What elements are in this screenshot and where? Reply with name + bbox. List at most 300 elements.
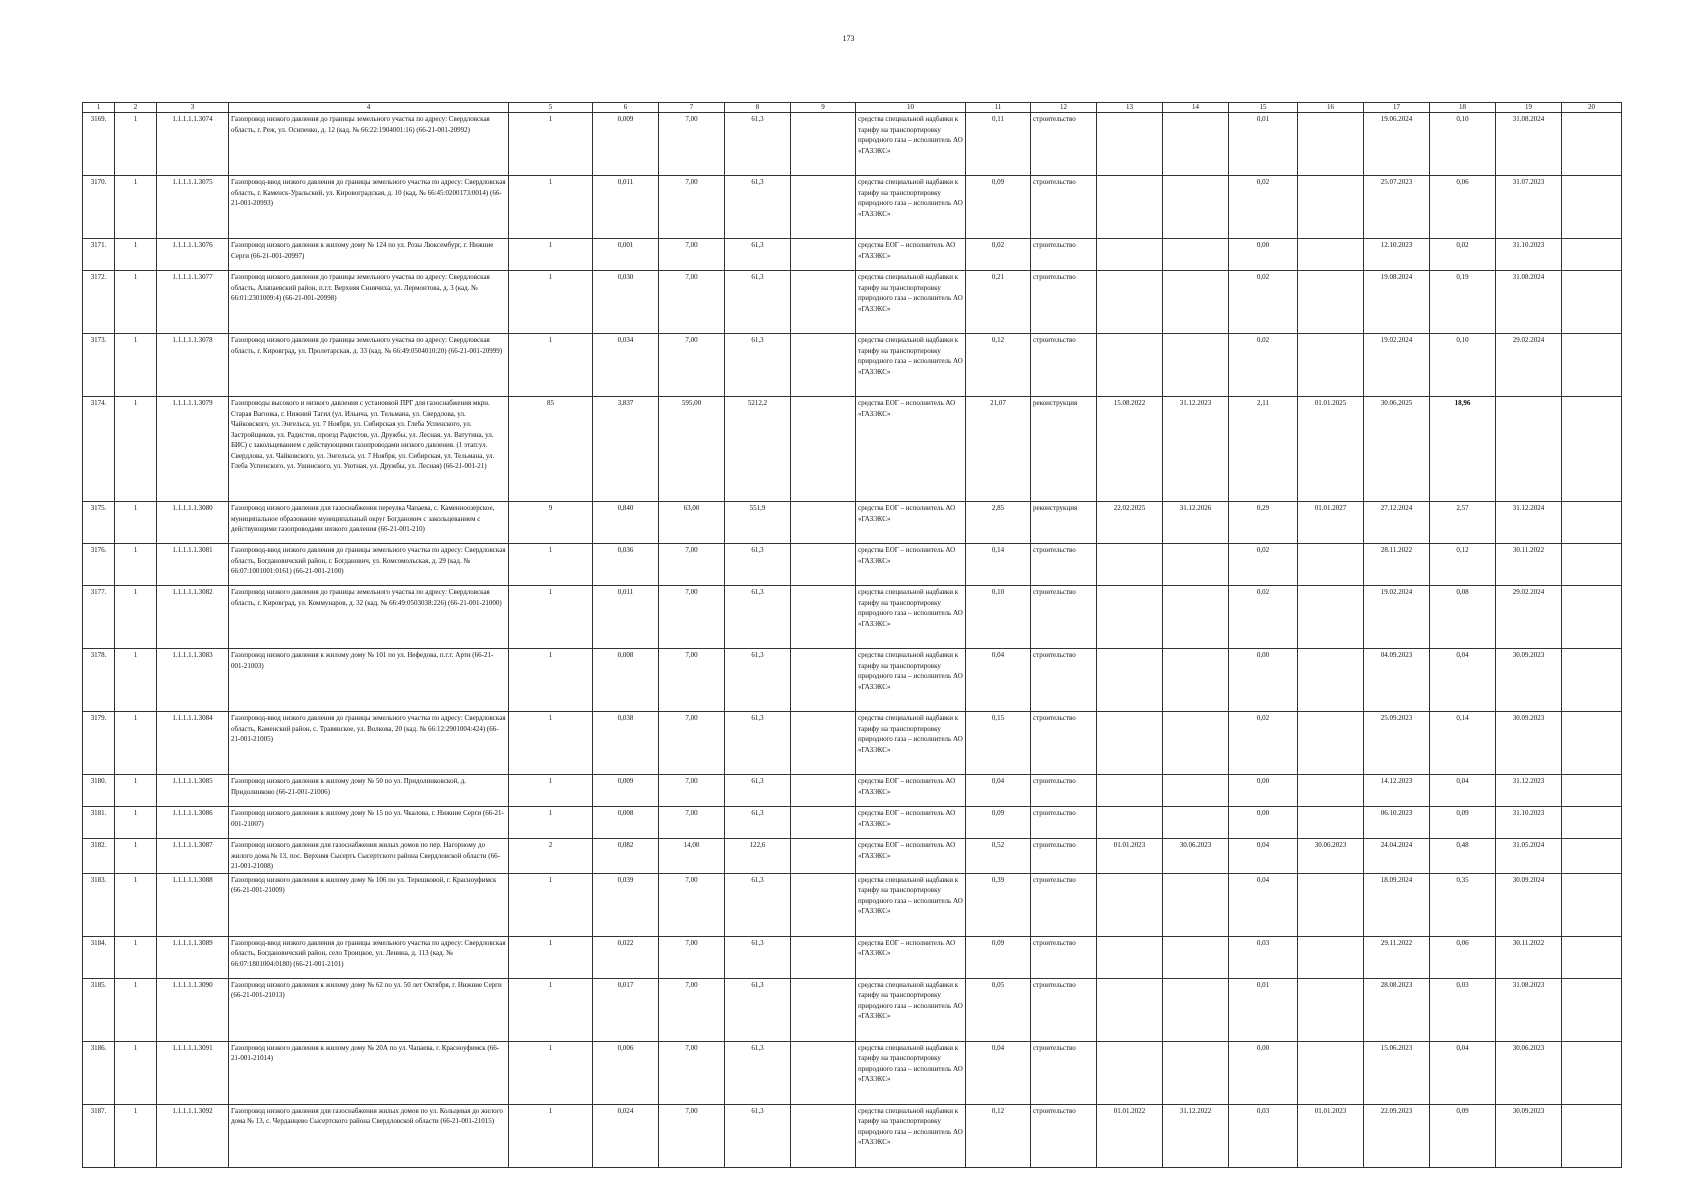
table-cell: 1 bbox=[115, 1104, 157, 1167]
table-cell: 3185. bbox=[83, 978, 115, 1041]
table-cell: 1 bbox=[115, 978, 157, 1041]
table-cell bbox=[1097, 775, 1163, 807]
table-cell bbox=[1562, 649, 1622, 712]
table-cell: 3184. bbox=[83, 936, 115, 978]
table-cell: 0,02 bbox=[1430, 239, 1496, 271]
column-header: 6 bbox=[593, 103, 659, 113]
table-cell: 0,840 bbox=[593, 502, 659, 544]
table-cell: 1 bbox=[115, 176, 157, 239]
table-cell: 0,04 bbox=[966, 649, 1031, 712]
table-cell: Газопровод низкого давления к жилому дому № 62 по ул. 50 лет Октября, г. Нижние Серги (66-21-001-21013) bbox=[229, 978, 509, 1041]
table-cell: 1 bbox=[115, 544, 157, 586]
table-cell: 3174. bbox=[83, 397, 115, 502]
table-cell bbox=[791, 807, 856, 839]
table-cell: 3176. bbox=[83, 544, 115, 586]
table-cell: 1 bbox=[509, 239, 593, 271]
table-cell: 31.10.2023 bbox=[1496, 239, 1562, 271]
table-cell: 3181. bbox=[83, 807, 115, 839]
column-header: 18 bbox=[1430, 103, 1496, 113]
table-cell: 0,02 bbox=[1229, 712, 1298, 775]
table-cell: 1 bbox=[115, 807, 157, 839]
table-cell: 7,00 bbox=[659, 1104, 725, 1167]
table-cell: 61,3 bbox=[725, 271, 791, 334]
table-cell: 18,96 bbox=[1430, 397, 1496, 502]
table-row bbox=[83, 712, 1622, 775]
table-cell: 1 bbox=[509, 775, 593, 807]
table-cell bbox=[791, 239, 856, 271]
column-header: 11 bbox=[966, 103, 1031, 113]
table-cell: 0,02 bbox=[966, 239, 1031, 271]
table-cell: 0,030 bbox=[593, 271, 659, 334]
table-cell: 0,10 bbox=[1430, 334, 1496, 397]
table-cell: 0,04 bbox=[1229, 873, 1298, 936]
table-cell bbox=[1562, 807, 1622, 839]
table-cell: 1.1.1.1.1.3075 bbox=[157, 176, 229, 239]
table-cell: 0,011 bbox=[593, 176, 659, 239]
table-cell: 19.02.2024 bbox=[1364, 586, 1430, 649]
table-cell bbox=[791, 649, 856, 712]
table-cell: Газопровод низкого давления к жилому дому № 101 по ул. Нефедова, п.г.т. Арти (66-21-001-21003) bbox=[229, 649, 509, 712]
table-cell: 30.06.2023 bbox=[1496, 1041, 1562, 1104]
table-cell: 30.11.2022 bbox=[1496, 544, 1562, 586]
table-cell: 1 bbox=[115, 397, 157, 502]
table-row bbox=[83, 397, 1622, 502]
table-cell: 1 bbox=[509, 873, 593, 936]
column-header: 13 bbox=[1097, 103, 1163, 113]
table-cell bbox=[791, 586, 856, 649]
table-cell bbox=[1562, 712, 1622, 775]
table-cell: 1.1.1.1.1.3081 bbox=[157, 544, 229, 586]
table-row bbox=[83, 936, 1622, 978]
column-header: 20 bbox=[1562, 103, 1622, 113]
table-cell: 3178. bbox=[83, 649, 115, 712]
table-cell: 0,006 bbox=[593, 1041, 659, 1104]
table-cell bbox=[1163, 775, 1229, 807]
table-cell: 1 bbox=[115, 271, 157, 334]
table-cell bbox=[1163, 978, 1229, 1041]
table-cell: 7,00 bbox=[659, 807, 725, 839]
table-cell: 0,14 bbox=[1430, 712, 1496, 775]
table-cell: строительство bbox=[1031, 1041, 1097, 1104]
table-cell bbox=[1298, 649, 1364, 712]
table-cell: средства специальной надбавки к тарифу на транспортировку природного газа – исполнитель АО «ГАЗЭКС» bbox=[856, 586, 966, 649]
table-cell: 1 bbox=[509, 1104, 593, 1167]
table-cell: 61,3 bbox=[725, 1104, 791, 1167]
table-cell: средства специальной надбавки к тарифу на транспортировку природного газа – исполнитель АО «ГАЗЭКС» bbox=[856, 649, 966, 712]
table-cell bbox=[791, 271, 856, 334]
table-row bbox=[83, 239, 1622, 271]
table-cell: 0,039 bbox=[593, 873, 659, 936]
table-cell: 61,3 bbox=[725, 544, 791, 586]
table-cell: 0,15 bbox=[966, 712, 1031, 775]
table-cell: 0,04 bbox=[966, 775, 1031, 807]
table-cell: 0,52 bbox=[966, 839, 1031, 874]
page-number: 173 bbox=[842, 34, 855, 43]
table-cell: 0,04 bbox=[1229, 839, 1298, 874]
table-cell bbox=[1097, 807, 1163, 839]
table-cell: 0,14 bbox=[966, 544, 1031, 586]
table-cell: 1.1.1.1.1.3089 bbox=[157, 936, 229, 978]
table-cell: 0,04 bbox=[966, 1041, 1031, 1104]
table-cell: 61,3 bbox=[725, 712, 791, 775]
table-cell: 1.1.1.1.1.3087 bbox=[157, 839, 229, 874]
table-cell: 1 bbox=[509, 936, 593, 978]
table-cell: 0,001 bbox=[593, 239, 659, 271]
table-cell: 3,837 bbox=[593, 397, 659, 502]
table-cell: строительство bbox=[1031, 775, 1097, 807]
table-cell: 0,008 bbox=[593, 649, 659, 712]
table-cell: 0,09 bbox=[966, 936, 1031, 978]
table-row bbox=[83, 775, 1622, 807]
table-cell: 1 bbox=[115, 586, 157, 649]
table-cell bbox=[1163, 271, 1229, 334]
table-cell bbox=[791, 502, 856, 544]
table-cell: 0,09 bbox=[1430, 807, 1496, 839]
table-cell bbox=[1298, 176, 1364, 239]
table-row bbox=[83, 113, 1622, 176]
table-cell: 31.10.2023 bbox=[1496, 807, 1562, 839]
table-cell: 31.08.2024 bbox=[1496, 271, 1562, 334]
table-cell: 7,00 bbox=[659, 936, 725, 978]
table-cell: средства специальной надбавки к тарифу на транспортировку природного газа – исполнитель АО «ГАЗЭКС» bbox=[856, 1104, 966, 1167]
column-header: 7 bbox=[659, 103, 725, 113]
table-cell: 61,3 bbox=[725, 807, 791, 839]
table-cell: 1.1.1.1.1.3083 bbox=[157, 649, 229, 712]
table-cell: 31.12.2026 bbox=[1163, 502, 1229, 544]
table-cell: Газопровод-ввод низкого давления до границы земельного участка по адресу: Свердловская область, Богдановичский район, село Троицкое, ул. Ленина, д. 113 (кад. № 66:07:1801004:0180) (66-21-001-2101) bbox=[229, 936, 509, 978]
table-cell: 1 bbox=[509, 334, 593, 397]
table-cell bbox=[1097, 239, 1163, 271]
table-row bbox=[83, 649, 1622, 712]
table-cell bbox=[791, 176, 856, 239]
table-cell: 1 bbox=[509, 1041, 593, 1104]
table-cell: средства специальной надбавки к тарифу на транспортировку природного газа – исполнитель АО «ГАЗЭКС» bbox=[856, 978, 966, 1041]
column-header: 14 bbox=[1163, 103, 1229, 113]
table-cell bbox=[1562, 1041, 1622, 1104]
table-cell: 7,00 bbox=[659, 544, 725, 586]
table-cell: 0,02 bbox=[1229, 271, 1298, 334]
table-cell: Газопровод низкого давления к жилому дому № 20А по ул. Чапаева, г. Красноуфимск (66-21-001-21014) bbox=[229, 1041, 509, 1104]
table-cell: 30.11.2022 bbox=[1496, 936, 1562, 978]
table-cell: 30.06.2025 bbox=[1364, 397, 1430, 502]
table-cell: 31.08.2024 bbox=[1496, 113, 1562, 176]
table-cell bbox=[1298, 873, 1364, 936]
table-cell bbox=[1298, 586, 1364, 649]
table-cell bbox=[1562, 978, 1622, 1041]
table-cell: 22.02.2025 bbox=[1097, 502, 1163, 544]
table-cell: средства ЕОГ – исполнитель АО «ГАЗЭКС» bbox=[856, 544, 966, 586]
column-header: 10 bbox=[856, 103, 966, 113]
table-cell: Газопровод низкого давления к жилому дому № 50 по ул. Придолинковской, д. Придолинково (66-21-001-21006) bbox=[229, 775, 509, 807]
table-cell bbox=[1097, 334, 1163, 397]
table-cell: 61,3 bbox=[725, 586, 791, 649]
table-cell: 3187. bbox=[83, 1104, 115, 1167]
table-row bbox=[83, 271, 1622, 334]
table-cell: 7,00 bbox=[659, 712, 725, 775]
table-cell: 28.08.2023 bbox=[1364, 978, 1430, 1041]
table-cell: 06.10.2023 bbox=[1364, 807, 1430, 839]
table-cell: 1 bbox=[115, 712, 157, 775]
table-cell: 0,39 bbox=[966, 873, 1031, 936]
table-row bbox=[83, 502, 1622, 544]
table-cell: 3171. bbox=[83, 239, 115, 271]
table-cell bbox=[1163, 936, 1229, 978]
table-cell bbox=[1163, 176, 1229, 239]
table-cell: 25.09.2023 bbox=[1364, 712, 1430, 775]
table-cell: 01.01.2023 bbox=[1097, 839, 1163, 874]
table-cell: 0,009 bbox=[593, 775, 659, 807]
table-cell: 63,00 bbox=[659, 502, 725, 544]
table-row bbox=[83, 586, 1622, 649]
column-header: 19 bbox=[1496, 103, 1562, 113]
table-cell: 0,00 bbox=[1229, 239, 1298, 271]
table-cell: 3169. bbox=[83, 113, 115, 176]
table-cell: 0,06 bbox=[1430, 176, 1496, 239]
table-cell: Газопровод низкого давления для газоснабжения переулка Чапаева, с. Каменноозерское, муниципальное образование муниципальный округ Богданович с закольцеванием с действующими газопроводами низкого давления (66-21-001-210) bbox=[229, 502, 509, 544]
table-cell bbox=[1562, 839, 1622, 874]
table-cell: 1 bbox=[509, 712, 593, 775]
column-header: 2 bbox=[115, 103, 157, 113]
table-cell: 29.02.2024 bbox=[1496, 586, 1562, 649]
table-cell: строительство bbox=[1031, 839, 1097, 874]
table-cell: 29.02.2024 bbox=[1496, 334, 1562, 397]
table-cell: 0,022 bbox=[593, 936, 659, 978]
table-cell: 3170. bbox=[83, 176, 115, 239]
table-cell bbox=[1562, 544, 1622, 586]
table-cell bbox=[1163, 649, 1229, 712]
table-cell: Газопровод низкого давления до границы земельного участка по адресу: Свердловская область, г. Кировград, ул. Пролетарская, д. 33 (кад. № 66:49:0504010:20) (66-21-001-20999) bbox=[229, 334, 509, 397]
table-cell bbox=[1562, 334, 1622, 397]
table-cell: 0,008 bbox=[593, 807, 659, 839]
table-cell: 0,03 bbox=[1229, 1104, 1298, 1167]
table-cell: 7,00 bbox=[659, 113, 725, 176]
table-cell: 3183. bbox=[83, 873, 115, 936]
table-cell: 61,3 bbox=[725, 334, 791, 397]
table-cell: 1 bbox=[115, 502, 157, 544]
table-cell: 7,00 bbox=[659, 978, 725, 1041]
table-cell bbox=[791, 544, 856, 586]
table-cell bbox=[1163, 544, 1229, 586]
table-cell: 5212,2 bbox=[725, 397, 791, 502]
table-row bbox=[83, 873, 1622, 936]
table-cell: 0,00 bbox=[1229, 1041, 1298, 1104]
table-cell: средства специальной надбавки к тарифу на транспортировку природного газа – исполнитель АО «ГАЗЭКС» bbox=[856, 1041, 966, 1104]
table-cell: 0,024 bbox=[593, 1104, 659, 1167]
table-cell: 0,12 bbox=[1430, 544, 1496, 586]
table-cell: строительство bbox=[1031, 978, 1097, 1041]
table-cell: 1.1.1.1.1.3090 bbox=[157, 978, 229, 1041]
table-cell: 01.01.2023 bbox=[1298, 1104, 1364, 1167]
column-header: 17 bbox=[1364, 103, 1430, 113]
table-cell bbox=[791, 978, 856, 1041]
table-cell: строительство bbox=[1031, 1104, 1097, 1167]
table-cell bbox=[1562, 176, 1622, 239]
table-cell: реконструкция bbox=[1031, 502, 1097, 544]
table-cell: 3179. bbox=[83, 712, 115, 775]
table-cell: Газопровод низкого давления к жилому дому № 15 по ул. Чкалова, г. Нижние Серги (66-21-001-21007) bbox=[229, 807, 509, 839]
table-cell: 1 bbox=[115, 873, 157, 936]
table-cell: 19.06.2024 bbox=[1364, 113, 1430, 176]
table-cell: 0,10 bbox=[966, 586, 1031, 649]
table-cell bbox=[1097, 176, 1163, 239]
table-cell: 551,9 bbox=[725, 502, 791, 544]
table-cell: 61,3 bbox=[725, 873, 791, 936]
table-cell: 14,00 bbox=[659, 839, 725, 874]
table-cell bbox=[1097, 1041, 1163, 1104]
table-cell: 7,00 bbox=[659, 239, 725, 271]
table-cell: 15.06.2023 bbox=[1364, 1041, 1430, 1104]
table-cell: 7,00 bbox=[659, 176, 725, 239]
table-cell: средства специальной надбавки к тарифу на транспортировку природного газа – исполнитель АО «ГАЗЭКС» bbox=[856, 113, 966, 176]
table-cell: 1.1.1.1.1.3076 bbox=[157, 239, 229, 271]
table-cell: 0,03 bbox=[1430, 978, 1496, 1041]
table-cell: 1 bbox=[115, 649, 157, 712]
table-cell: 1.1.1.1.1.3080 bbox=[157, 502, 229, 544]
table-cell bbox=[1163, 113, 1229, 176]
table-cell bbox=[1562, 775, 1622, 807]
table-cell: 1 bbox=[509, 649, 593, 712]
table-cell: 7,00 bbox=[659, 1041, 725, 1104]
table-cell: средства ЕОГ – исполнитель АО «ГАЗЭКС» bbox=[856, 239, 966, 271]
table-cell bbox=[1097, 936, 1163, 978]
table-cell: средства ЕОГ – исполнитель АО «ГАЗЭКС» bbox=[856, 775, 966, 807]
table-cell: 04.09.2023 bbox=[1364, 649, 1430, 712]
table-cell: 28.11.2022 bbox=[1364, 544, 1430, 586]
table-cell: 1.1.1.1.1.3079 bbox=[157, 397, 229, 502]
table-cell bbox=[1097, 113, 1163, 176]
table-cell: 30.09.2023 bbox=[1496, 649, 1562, 712]
table-cell: Газопровод низкого давления для газоснабжения жилых домов по пер. Нагорному до жилого дома № 13, пос. Верхняя Сысерть Сысертского района Свердловской области (66-21-001-21008) bbox=[229, 839, 509, 874]
table-cell: 1.1.1.1.1.3091 bbox=[157, 1041, 229, 1104]
table-cell: 30.09.2023 bbox=[1496, 712, 1562, 775]
table-cell: строительство bbox=[1031, 176, 1097, 239]
table-cell: средства ЕОГ – исполнитель АО «ГАЗЭКС» bbox=[856, 936, 966, 978]
table-row bbox=[83, 1104, 1622, 1167]
table-cell: 85 bbox=[509, 397, 593, 502]
table-cell bbox=[1298, 239, 1364, 271]
table-cell: 122,6 bbox=[725, 839, 791, 874]
table-cell bbox=[1163, 239, 1229, 271]
table-cell: 1 bbox=[115, 1041, 157, 1104]
table-cell: 21,07 bbox=[966, 397, 1031, 502]
table-cell: строительство bbox=[1031, 873, 1097, 936]
table-cell: 0,02 bbox=[1229, 334, 1298, 397]
table-cell: Газопровод-ввод низкого давления до границы земельного участка по адресу: Свердловская область, Каменский район, с. Травянское, ул. Волкова, 20 (кад. № 66:12:2901004:424) (66-21-001-21005) bbox=[229, 712, 509, 775]
table-cell: Газопровод низкого давления к жилому дому № 124 по ул. Розы Люксембург, г. Нижние Серги (66-21-001-20997) bbox=[229, 239, 509, 271]
table-cell: средства ЕОГ – исполнитель АО «ГАЗЭКС» bbox=[856, 807, 966, 839]
table-cell bbox=[1097, 544, 1163, 586]
table-row bbox=[83, 807, 1622, 839]
table-cell: 0,034 bbox=[593, 334, 659, 397]
table-cell: 0,011 bbox=[593, 586, 659, 649]
table-cell: 3180. bbox=[83, 775, 115, 807]
table-cell: 19.08.2024 bbox=[1364, 271, 1430, 334]
table-cell: 3172. bbox=[83, 271, 115, 334]
table-cell: средства специальной надбавки к тарифу на транспортировку природного газа – исполнитель АО «ГАЗЭКС» bbox=[856, 176, 966, 239]
table-cell: 1 bbox=[115, 334, 157, 397]
table-cell: 61,3 bbox=[725, 1041, 791, 1104]
table-cell bbox=[1097, 271, 1163, 334]
table-cell bbox=[791, 1041, 856, 1104]
table-cell: 31.05.2024 bbox=[1496, 839, 1562, 874]
table-cell: средства специальной надбавки к тарифу на транспортировку природного газа – исполнитель АО «ГАЗЭКС» bbox=[856, 334, 966, 397]
table-cell bbox=[1562, 502, 1622, 544]
column-header: 8 bbox=[725, 103, 791, 113]
table-cell: 31.12.2023 bbox=[1496, 775, 1562, 807]
table-cell: 9 bbox=[509, 502, 593, 544]
table-cell: 1.1.1.1.1.3085 bbox=[157, 775, 229, 807]
table-cell bbox=[1163, 712, 1229, 775]
table-cell bbox=[1298, 113, 1364, 176]
table-cell: 3173. bbox=[83, 334, 115, 397]
table-cell: 7,00 bbox=[659, 873, 725, 936]
table-cell bbox=[791, 839, 856, 874]
table-cell: 0,09 bbox=[966, 807, 1031, 839]
table-cell bbox=[791, 334, 856, 397]
table-cell: 595,00 bbox=[659, 397, 725, 502]
table-cell: 2,85 bbox=[966, 502, 1031, 544]
table-cell: 1 bbox=[115, 839, 157, 874]
table-cell bbox=[1562, 1104, 1622, 1167]
table-cell: 2,57 bbox=[1430, 502, 1496, 544]
table-cell: 1.1.1.1.1.3082 bbox=[157, 586, 229, 649]
table-cell: 31.07.2023 bbox=[1496, 176, 1562, 239]
column-header: 3 bbox=[157, 103, 229, 113]
table-cell bbox=[1298, 775, 1364, 807]
table-cell: 0,09 bbox=[1430, 1104, 1496, 1167]
table-cell bbox=[1298, 334, 1364, 397]
column-header: 4 bbox=[229, 103, 509, 113]
table-cell bbox=[1562, 397, 1622, 502]
table-cell: 18.09.2024 bbox=[1364, 873, 1430, 936]
table-cell: 61,3 bbox=[725, 649, 791, 712]
table-cell: 22.09.2023 bbox=[1364, 1104, 1430, 1167]
table-cell: 3175. bbox=[83, 502, 115, 544]
table-cell: Газопровод низкого давления до границы земельного участка по адресу: Свердловская область, Алапаевский район, п.г.т. Верхняя Синячиха, ул. Лермонтова, д. 3 (кад. № 66:01:2301009:4) (66-21-001-20998) bbox=[229, 271, 509, 334]
table-cell: 31.08.2023 bbox=[1496, 978, 1562, 1041]
table-cell bbox=[791, 113, 856, 176]
table-cell: строительство bbox=[1031, 239, 1097, 271]
table-cell bbox=[791, 936, 856, 978]
table-cell bbox=[1298, 936, 1364, 978]
table-cell: 1.1.1.1.1.3078 bbox=[157, 334, 229, 397]
column-header: 15 bbox=[1229, 103, 1298, 113]
table-cell bbox=[1562, 873, 1622, 936]
table-cell: 0,12 bbox=[966, 1104, 1031, 1167]
table-cell: 29.11.2022 bbox=[1364, 936, 1430, 978]
register-table bbox=[82, 102, 1622, 1168]
table-cell: 0,04 bbox=[1430, 1041, 1496, 1104]
table-cell: 1.1.1.1.1.3092 bbox=[157, 1104, 229, 1167]
table-cell: 30.06.2023 bbox=[1163, 839, 1229, 874]
table-cell: 14.12.2023 bbox=[1364, 775, 1430, 807]
table-cell: 0,04 bbox=[1430, 649, 1496, 712]
table-cell: 0,08 bbox=[1430, 586, 1496, 649]
table-cell bbox=[1097, 586, 1163, 649]
table-cell: 1.1.1.1.1.3088 bbox=[157, 873, 229, 936]
table-cell: 0,02 bbox=[1229, 544, 1298, 586]
table-cell bbox=[1163, 334, 1229, 397]
table-cell: 0,10 bbox=[1430, 113, 1496, 176]
table-cell: 1 bbox=[509, 271, 593, 334]
table-cell: 3182. bbox=[83, 839, 115, 874]
table-cell: Газопровод низкого давления к жилому дому № 106 по ул. Терешковой, г. Красноуфимск (66-21-001-21009) bbox=[229, 873, 509, 936]
table-cell bbox=[1298, 544, 1364, 586]
table-cell: 1.1.1.1.1.3086 bbox=[157, 807, 229, 839]
table-cell: 0,12 bbox=[966, 334, 1031, 397]
column-header: 12 bbox=[1031, 103, 1097, 113]
table-cell: 7,00 bbox=[659, 775, 725, 807]
